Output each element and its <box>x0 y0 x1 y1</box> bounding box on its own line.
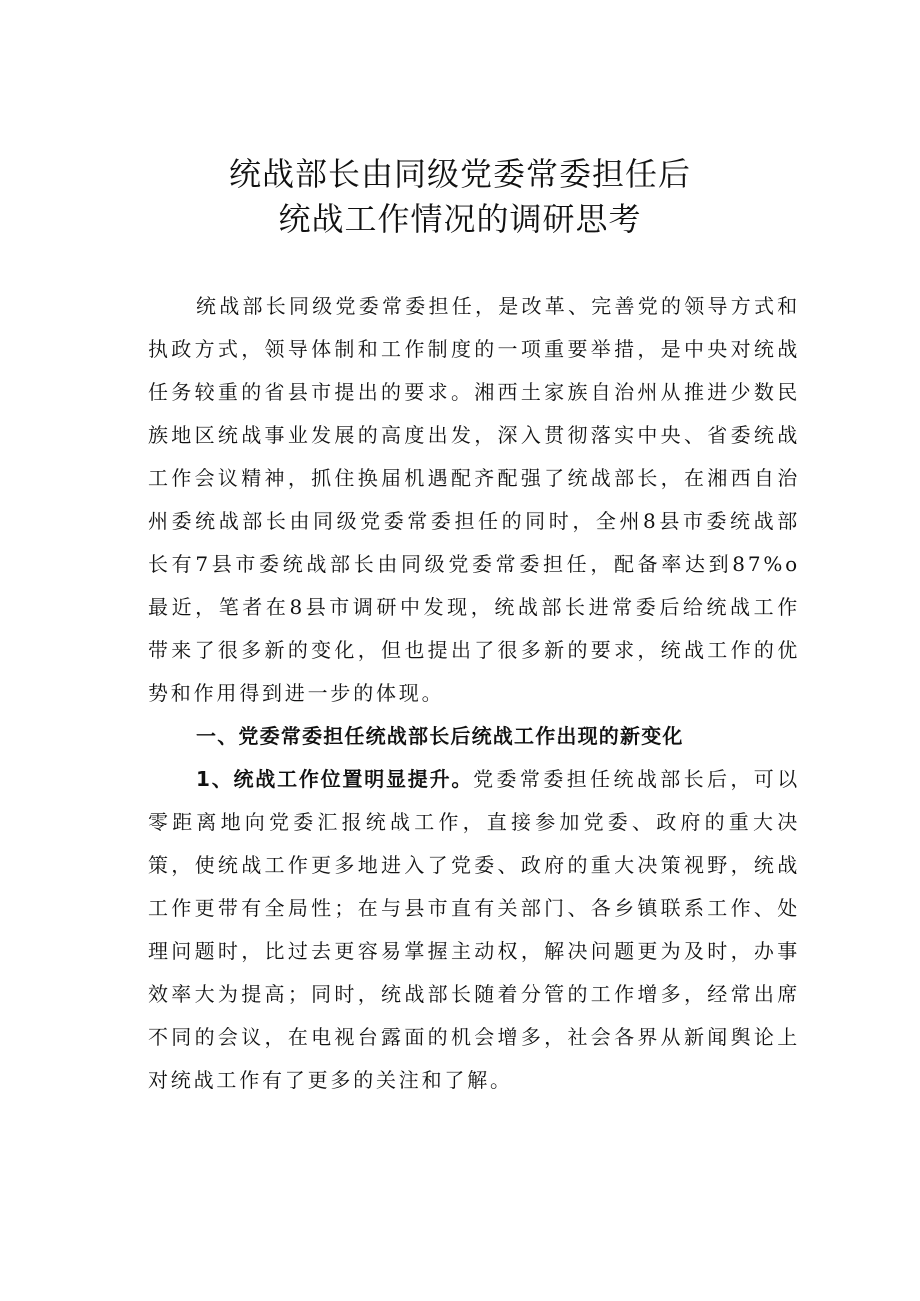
document-body <box>148 285 800 1102</box>
point-lead-1: 1、统战工作位置明显提升。 <box>196 767 474 791</box>
title-line-1: 统战部长由同级党委常委担任后 <box>228 155 691 193</box>
document-title <box>0 152 920 242</box>
point-paragraph-1 <box>148 758 800 1102</box>
section-heading-1: 一、党委常委担任统战部长后统战工作出现的新变化 <box>196 724 684 748</box>
intro-paragraph: 统战部长同级党委常委担任，是改革、完善党的领导方式和执政方式，领导体制和工作制度的一项重要举措，是中央对统战任务较重的省县市提出的要求。湘西土家族自治州从推进少数民族地区统战事业发展的高度出发，深入贯彻落实中央、省委统战工作会议精神，抓住换届机遇配齐配强了统战部长，在湘西自治州委统战部长由同级党委常委担任的同时，全州8县市委统战部长有7县市委统战部长由同级党委常委担任，配备率达到87%o最近，笔者在8县市调研中发现，统战部长进常委后给统战工作带来了很多新的变化，但也提出了很多新的要求，统战工作的优势和作用得到进一步的体现。 <box>148 294 800 705</box>
point-body-1: 党委常委担任统战部长后，可以零距离地向党委汇报统战工作，直接参加党委、政府的重大决策，使统战工作更多地进入了党委、政府的重大决策视野，统战工作更带有全局性；在与县市直有关部门、各乡镇联系工作、处理问题时，比过去更容易掌握主动权，解决问题更为及时，办事效率大为提高；同时，统战部长随着分管的工作增多，经常出席不同的会议，在电视台露面的机会增多，社会各界从新闻舆论上对统战工作有了更多的关注和了解。 <box>148 767 800 1092</box>
title-line-2: 统战工作情况的调研思考 <box>278 200 642 238</box>
